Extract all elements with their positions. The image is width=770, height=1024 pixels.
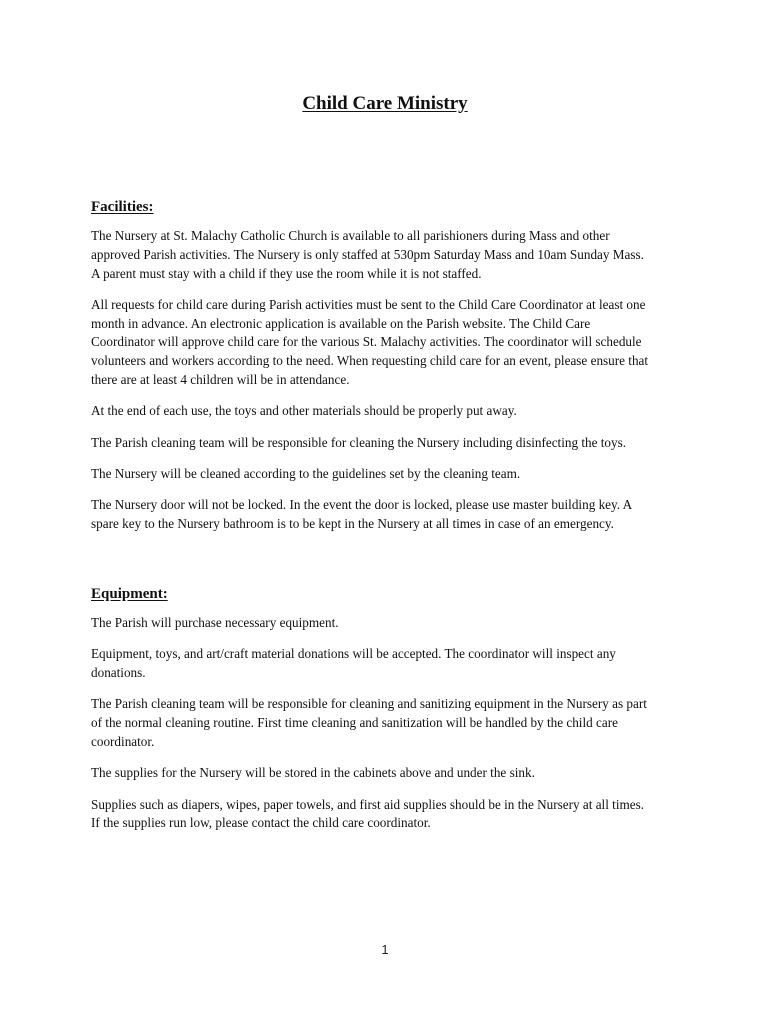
text-line: Supplies such as diapers, wipes, paper towels, and first aid supplies should be in the Nursery at all times. bbox=[91, 796, 645, 812]
text-line: month in advance. An electronic application is available on the Parish website. The Child Care bbox=[91, 315, 591, 331]
paragraph-equipment-3 bbox=[91, 695, 691, 751]
page-title: Child Care Ministry bbox=[302, 93, 468, 114]
text-line: Equipment, toys, and art/craft material donations will be accepted. The coordinator will inspect any bbox=[91, 646, 616, 662]
paragraph-facilities-6 bbox=[91, 496, 691, 534]
text-line: approved Parish activities. The Nursery is only staffed at 530pm Saturday Mass and 10am Sunday Mass. bbox=[91, 246, 644, 262]
paragraph-equipment-2 bbox=[91, 645, 691, 683]
text-line: volunteers and workers according to the need. When requesting child care for an event, please ensure that bbox=[91, 353, 649, 369]
text-line: Coordinator will approve child care for the various St. Malachy activities. The coordinator will schedule bbox=[91, 334, 642, 350]
text-line: coordinator. bbox=[91, 733, 155, 749]
section-equipment bbox=[91, 584, 691, 846]
text-line: spare key to the Nursery bathroom is to be kept in the Nursery at all times in case of an emergency. bbox=[91, 516, 614, 532]
text-line: there are at least 4 children will be in attendance. bbox=[91, 372, 350, 388]
paragraph-facilities-5 bbox=[91, 465, 691, 484]
text-line: The Parish cleaning team will be responsible for cleaning and sanitizing equipment in the Nursery as part bbox=[91, 696, 647, 712]
text-line: A parent must stay with a child if they use the room while it is not staffed. bbox=[91, 265, 482, 281]
paragraph-facilities-3 bbox=[91, 402, 691, 421]
text-line: At the end of each use, the toys and other materials should be properly put away. bbox=[91, 403, 517, 419]
text-line: If the supplies run low, please contact the child care coordinator. bbox=[91, 815, 431, 831]
section-facilities bbox=[91, 197, 691, 546]
text-line: of the normal cleaning routine. First time cleaning and sanitization will be handled by the child care bbox=[91, 715, 618, 731]
text-line: donations. bbox=[91, 665, 146, 681]
text-line: The supplies for the Nursery will be stored in the cabinets above and under the sink. bbox=[91, 765, 535, 781]
paragraph-equipment-1 bbox=[91, 614, 691, 633]
paragraph-facilities-1 bbox=[91, 227, 691, 283]
page-number: 1 bbox=[381, 942, 389, 957]
paragraph-equipment-5 bbox=[91, 796, 691, 834]
text-line: The Nursery door will not be locked. In the event the door is locked, please use master building key. A bbox=[91, 497, 633, 513]
text-line: The Nursery will be cleaned according to the guidelines set by the cleaning team. bbox=[91, 465, 521, 481]
text-line: The Nursery at St. Malachy Catholic Church is available to all parishioners during Mass and other bbox=[91, 228, 610, 243]
text-line: All requests for child care during Parish activities must be sent to the Child Care Coordinator at least one bbox=[91, 296, 646, 312]
text-line: The Parish will purchase necessary equipment. bbox=[91, 615, 339, 630]
section-heading-facilities: Facilities: bbox=[91, 199, 154, 215]
section-heading-equipment: Equipment: bbox=[91, 586, 168, 602]
paragraph-facilities-4 bbox=[91, 434, 691, 453]
text-line: The Parish cleaning team will be responsible for cleaning the Nursery including disinfecting the toys. bbox=[91, 434, 627, 450]
paragraph-equipment-4 bbox=[91, 764, 691, 783]
paragraph-facilities-2 bbox=[91, 296, 691, 390]
